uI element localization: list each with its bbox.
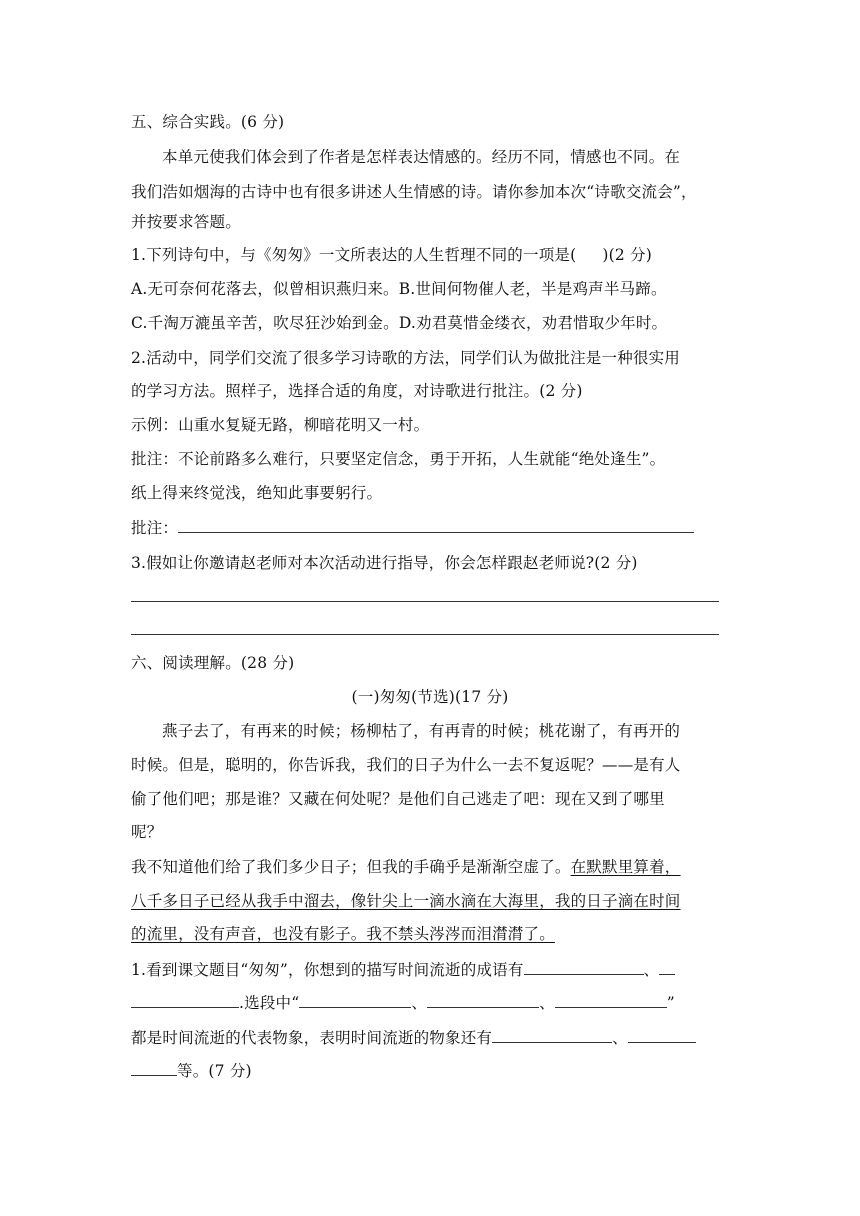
- section6-heading: 六、阅读理解。(28 分): [131, 654, 295, 672]
- reading-q1-part3: 都是时间流逝的代表物象，表明时间流逝的物象还有: [131, 1029, 493, 1047]
- question-1-stem-text: 1.下列诗句中，与《匆匆》一文所表达的人生哲理不同的一项是(: [131, 246, 577, 264]
- question-2-stem-line1: 2.活动中，同学们交流了很多学习诗歌的方法，同学们认为做批注是一种很实用: [131, 349, 680, 367]
- image-blank-2[interactable]: [427, 992, 539, 1008]
- passage-para2-line3: 的流里，没有声音，也没有影子。我不禁头涔涔而泪潸潸了。: [131, 925, 555, 943]
- reading-q1-part1: 1.看到课文题目“匆匆”，你想到的描写时间流逝的成语有: [131, 961, 524, 979]
- question-3-answer-line-1[interactable]: [131, 601, 719, 602]
- section5-intro-line2: 我们浩如烟海的古诗中也有很多讲述人生情感的诗。请你参加本次“诗歌交流会”，: [131, 183, 697, 201]
- reading-q1-close-quote: ”: [666, 994, 675, 1012]
- idiom-blank-2b[interactable]: [131, 992, 239, 1008]
- passage-para2-underlined-start: 在默默里算着，: [570, 858, 681, 876]
- passage-para1-line2: 时候。但是，聪明的，你告诉我，我们的日子为什么一去不复返呢？——是有人: [131, 756, 681, 774]
- more-image-blank-2a[interactable]: [628, 1027, 696, 1043]
- reading-q1-part4: 等。(7 分): [177, 1062, 252, 1080]
- reading-q1-sep2: 、: [411, 994, 428, 1012]
- question-3-answer-line-2[interactable]: [131, 634, 719, 635]
- reading-q1-line3: [131, 1027, 696, 1048]
- more-image-blank-1[interactable]: [492, 1027, 612, 1043]
- question-2-example: 示例：山重水复疑无路，柳暗花明又一村。: [131, 416, 430, 434]
- image-blank-3[interactable]: [555, 992, 667, 1008]
- question-2-note-row: [131, 517, 694, 538]
- reading-q1-line2: [131, 992, 675, 1013]
- reading-q1-line4: [131, 1060, 252, 1081]
- image-blank-1[interactable]: [299, 992, 411, 1008]
- idiom-blank-2a[interactable]: [659, 959, 675, 975]
- reading-q1-sep3: 、: [539, 994, 555, 1012]
- passage-para2-plain: 我不知道他们给了我们多少日子；但我的手确乎是渐渐空虚了。: [131, 858, 571, 876]
- question-3-stem: 3.假如让你邀请赵老师对本次活动进行指导，你会怎样跟赵老师说?(2 分): [131, 554, 638, 572]
- passage-para2-line1: [131, 857, 681, 877]
- passage-para1-line1: 燕子去了，有再来的时候；杨柳枯了，有再青的时候；桃花谢了，有再开的: [162, 722, 681, 740]
- passage-para2-line2: 八千多日子已经从我手中溜去，像针尖上一滴水滴在大海里，我的日子滴在时间: [131, 892, 681, 910]
- section5-intro-line3: 并按要求答题。: [131, 213, 241, 231]
- reading-q1-line1: [131, 959, 675, 980]
- reading-q1-sep1: 、: [643, 961, 660, 979]
- question-1-options-cd: C.千淘万漉虽辛苦，吹尽狂沙始到金。D.劝君莫惜金缕衣，劝君惜取少年时。: [131, 314, 668, 332]
- reading-q1-part2: .选段中“: [239, 994, 300, 1012]
- question-1-stem: [131, 245, 652, 265]
- section5-intro-line1: 本单元使我们体会到了作者是怎样表达情感的。经历不同，情感也不同。在: [162, 148, 681, 166]
- passage-para1-line4: 呢？: [131, 823, 163, 841]
- idiom-blank-1[interactable]: [524, 959, 644, 975]
- passage-para1-line3: 偷了他们吧；那是谁？又藏在何处呢？是他们自己逃走了吧：现在又到了哪里: [131, 790, 665, 808]
- question-2-example-note: 批注：不论前路多么难行，只要坚定信念，勇于开拓，人生就能“绝处逢生”。: [131, 450, 666, 468]
- question-1-stem-end: )(2 分): [602, 246, 652, 264]
- more-image-blank-2b[interactable]: [131, 1060, 177, 1076]
- question-2-note-label: 批注：: [131, 519, 179, 537]
- section5-heading: 五、综合实践。(6 分): [131, 113, 285, 131]
- question-2-note-blank[interactable]: [178, 517, 694, 533]
- reading-q1-sep4: 、: [612, 1029, 628, 1047]
- question-2-poem: 纸上得来终觉浅，绝知此事要躬行。: [131, 484, 383, 502]
- question-2-stem-line2: 的学习方法。照样子，选择合适的角度，对诗歌进行批注。(2 分): [131, 382, 583, 400]
- question-1-options-ab: A.无可奈何花落去，似曾相识燕归来。B.世间何物催人老，半是鸡声半马蹄。: [131, 280, 667, 298]
- passage-title: (一)匆匆(节选)(17 分): [351, 688, 509, 706]
